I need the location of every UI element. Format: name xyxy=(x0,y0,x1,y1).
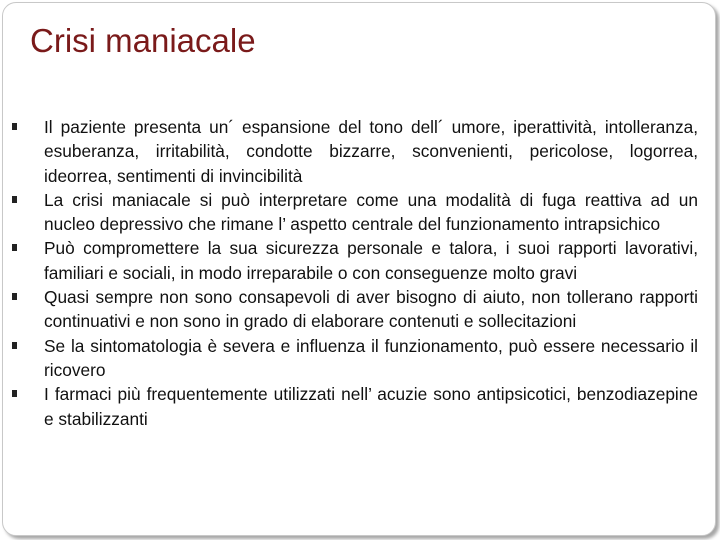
bullet-text: Il paziente presenta un´ espansione del tono dell´ umore, iperattività, intolleranza, esuberanza, irritabilità, condotte bizzarre, sconvenienti, pericolose, logorrea, ideorrea, sentimenti di invincibilità xyxy=(44,117,698,186)
square-bullet-icon xyxy=(12,244,17,251)
bullet-item xyxy=(0,236,720,285)
bullet-text: Se la sintomatologia è severa e influenza il funzionamento, può essere necessario il ricovero xyxy=(44,335,698,380)
square-bullet-icon xyxy=(12,390,17,397)
bullet-item xyxy=(0,188,720,237)
bullet-list xyxy=(0,115,720,431)
bullet-text: La crisi maniacale si può interpretare come una modalità di fuga reattiva ad un nucleo depressivo che rimane l’ aspetto centrale del funzionamento intrapsichico xyxy=(44,189,698,235)
bullet-item xyxy=(0,285,720,334)
square-bullet-icon xyxy=(12,123,17,130)
bullet-item xyxy=(0,334,720,383)
square-bullet-icon xyxy=(12,293,17,300)
bullet-text: Può compromettere la sua sicurezza personale e talora, i suoi rapporti lavorativi, familiari e sociali, in modo irreparabile o con conseguenze molto gravi xyxy=(44,238,698,283)
bullet-item xyxy=(0,115,720,188)
slide-title: Crisi maniacale xyxy=(30,22,256,59)
bullet-item xyxy=(0,382,720,431)
bullet-text: I farmaci più frequentemente utilizzati nell’ acuzie sono antipsicotici, benzodiazepine e stabilizzanti xyxy=(44,384,698,429)
bullet-text: Quasi sempre non sono consapevoli di aver bisogno di aiuto, non tollerano rapporti continuativi e non sono in grado di elaborare contenuti e sollecitazioni xyxy=(44,287,698,332)
square-bullet-icon xyxy=(12,342,17,349)
square-bullet-icon xyxy=(12,196,17,203)
